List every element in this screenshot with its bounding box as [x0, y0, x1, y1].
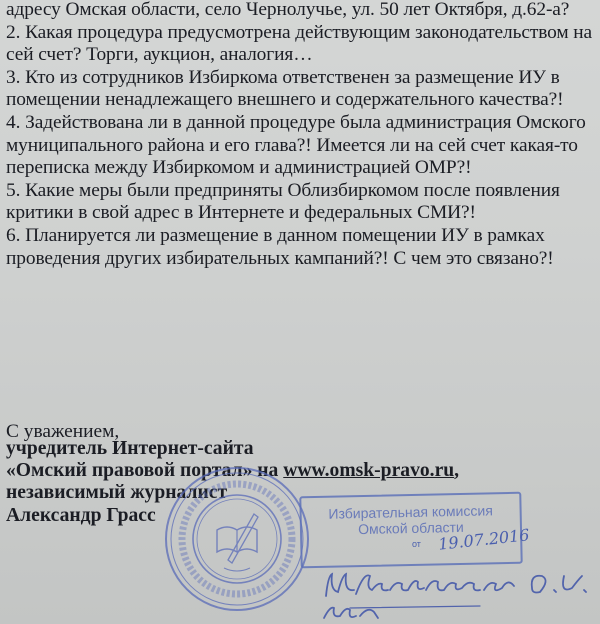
stamp-date-value: 19.07.2016	[437, 525, 531, 554]
paragraph-question-4: 4. Задействована ли в данной процедуре была администрация Омского муниципального района и его глава?! Имеется ли на сей счет какая-то переписка между Избиркомом и администрацией ОМР?!	[6, 111, 586, 179]
document-body	[6, 0, 596, 270]
portal-name: «Омский правовой портал» на	[6, 460, 284, 482]
stamp-date	[408, 525, 531, 560]
closing-salutation: С уважением,	[6, 421, 120, 442]
portal-url-link[interactable]: www.omsk-pravo.ru	[283, 460, 455, 482]
paragraph-question-5: 5. Какие меры были предприняты Облизбиркомом после появления критики в свой адрес в Интернете и федеральных СМИ?!	[6, 179, 560, 224]
paragraph-question-2: 2. Какая процедура предусмотрена действующим законодательством на сей счет? Торги, аукцион, аналогия…	[6, 21, 593, 66]
signature-line-name: Александр Грасс	[6, 504, 156, 526]
paragraph-question-6: 6. Планируется ли размещение в данном помещении ИУ в рамках проведения других избирательных кампаний?! С чем это связано?!	[6, 224, 554, 269]
signature-line-journalist: независимый журналист	[6, 482, 228, 504]
handwritten-signature	[320, 566, 600, 624]
stamp-commission-name: Избирательная комиссия	[328, 502, 493, 522]
stamp-region-name: Омской области	[357, 518, 464, 538]
signature-line-founder: учредитель Интернет-сайта	[6, 438, 254, 459]
round-seal-stamp	[162, 464, 312, 614]
stamp-date-prefix: от	[412, 539, 421, 549]
paragraph-address: адресу Омская области, село Чернолучье, ул. 50 лет Октября, д.62-а?	[6, 0, 570, 20]
portal-url-suffix: ,	[454, 460, 460, 482]
paragraph-question-3: 3. Кто из сотрудников Избиркома ответственен за размещение ИУ в помещении ненадлежащего внешнего и содержательного качества?!	[6, 66, 564, 111]
